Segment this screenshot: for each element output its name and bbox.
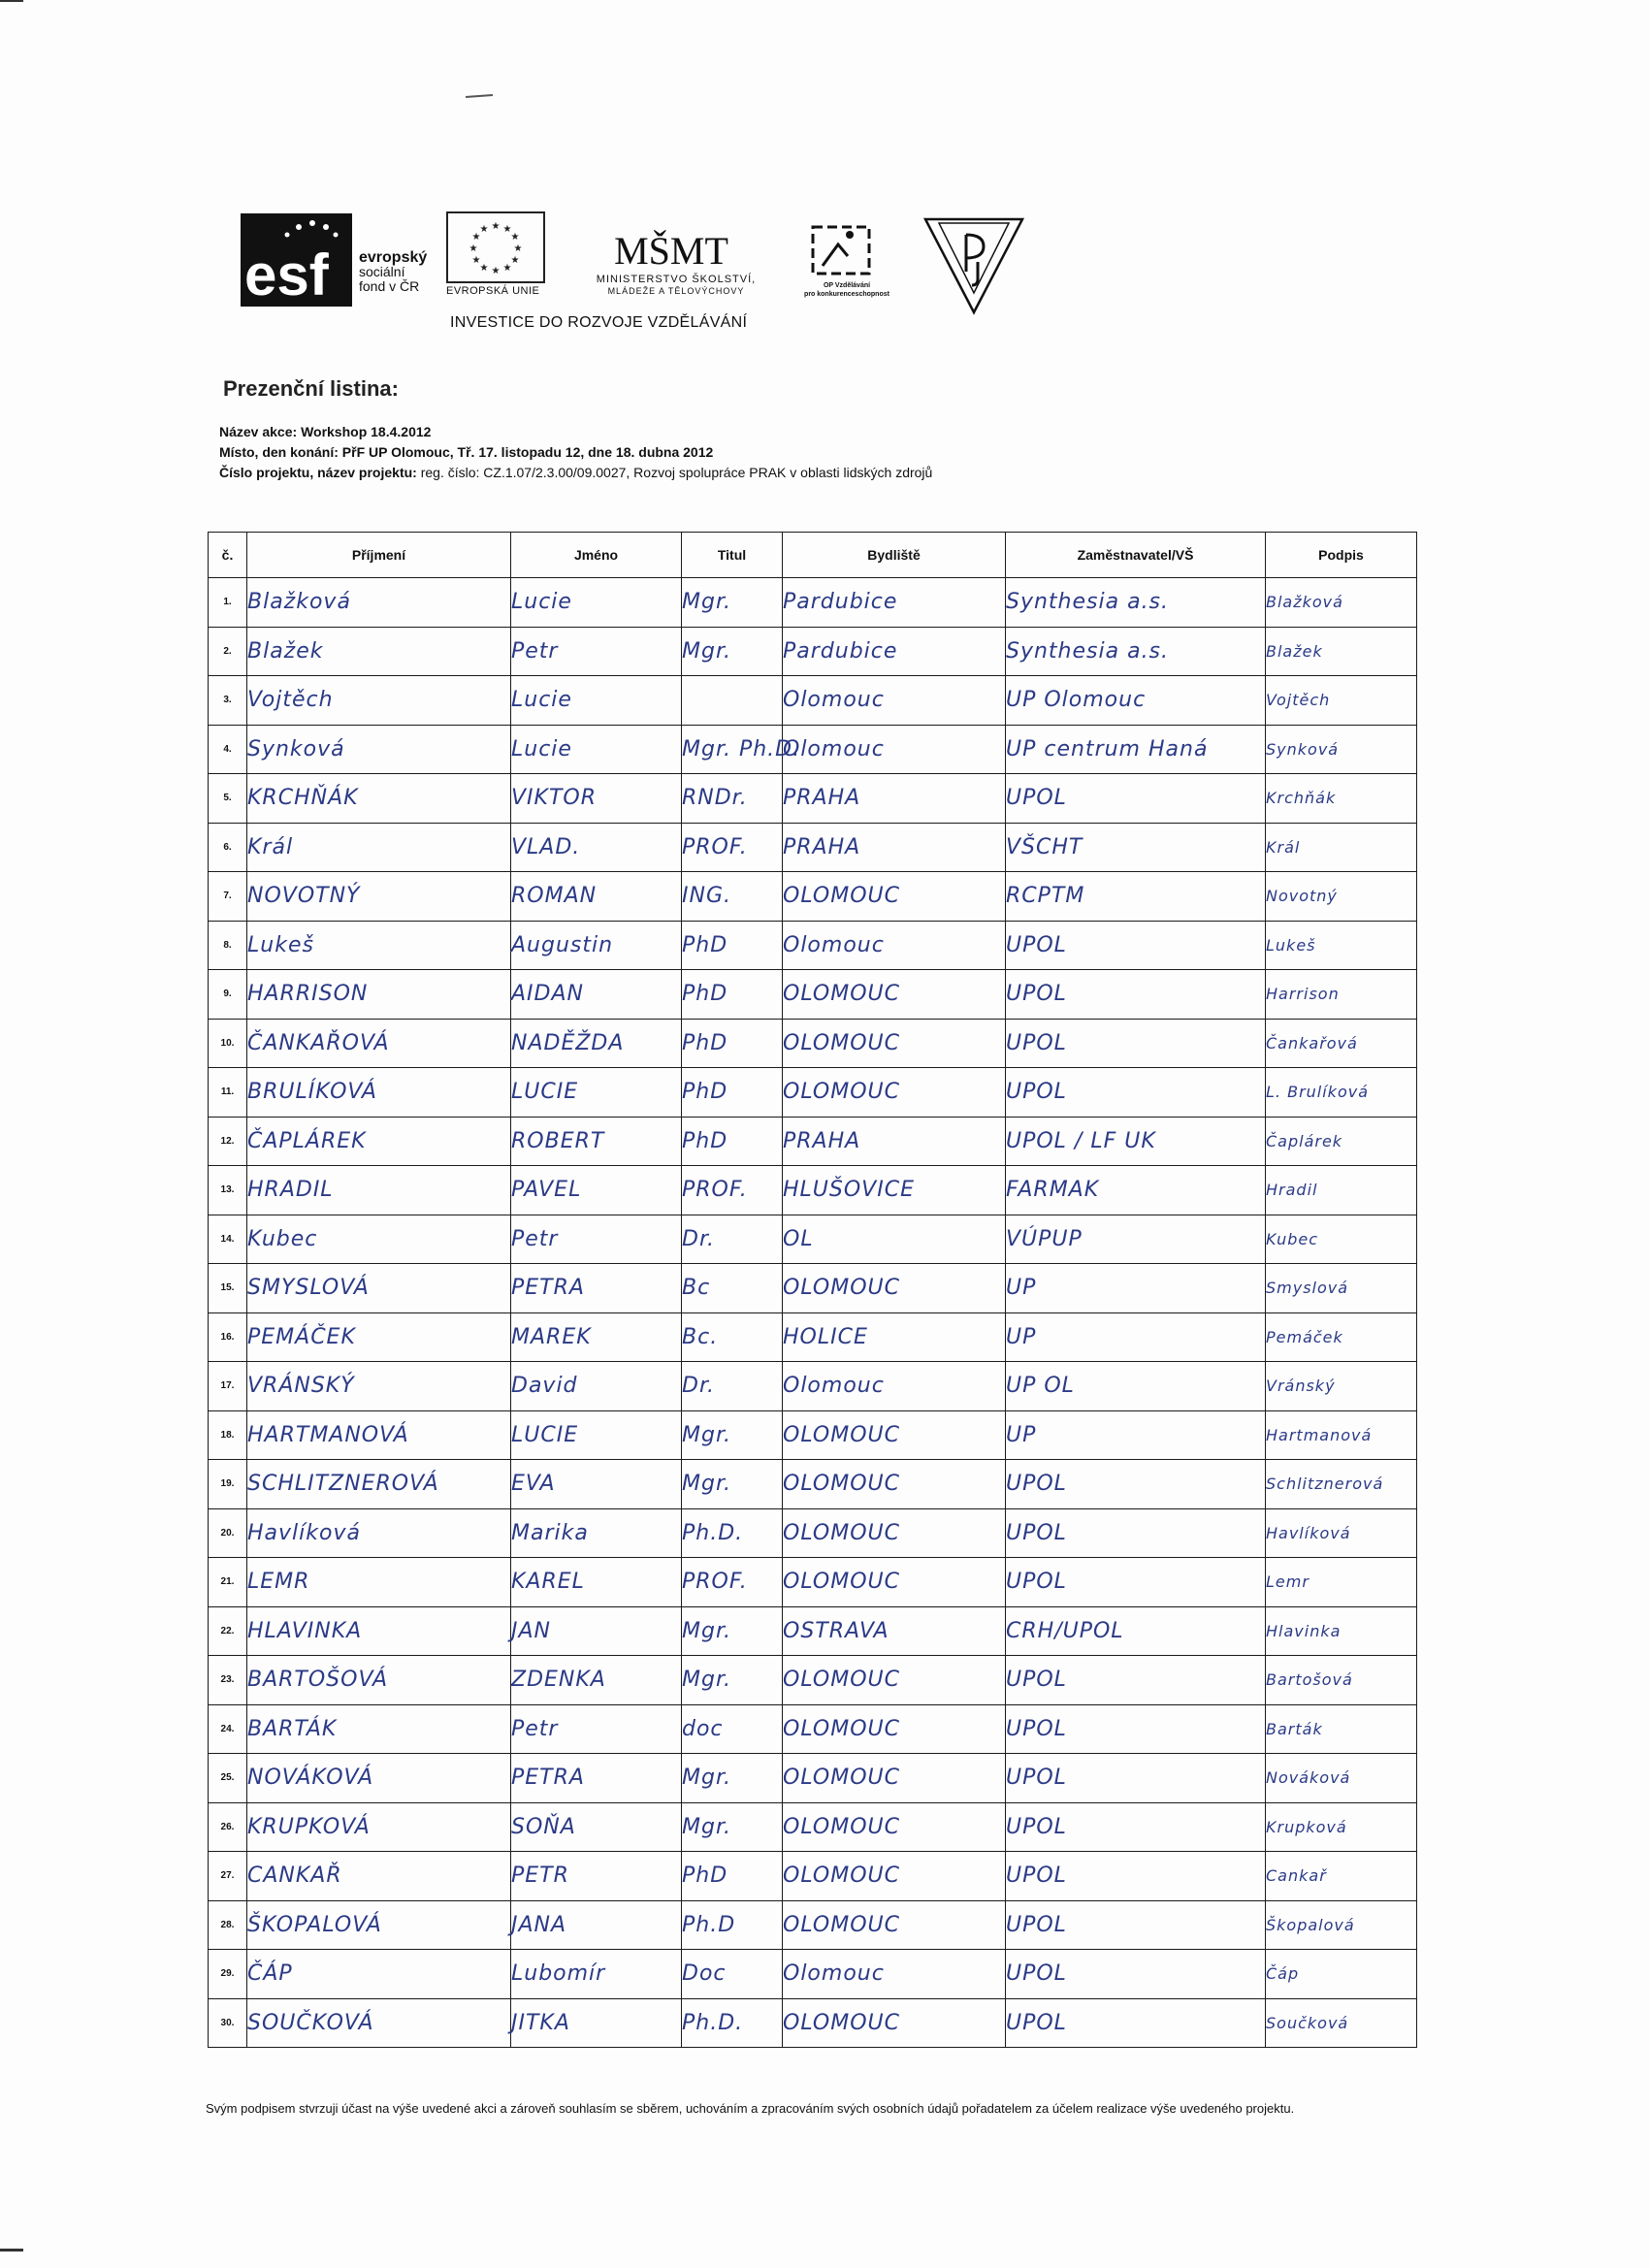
svg-text:★: ★ — [513, 243, 523, 254]
cell-zamestnavatel: UPOL — [1006, 921, 1266, 970]
event-name-value: Workshop 18.4.2012 — [301, 424, 432, 439]
cell-num: 2. — [209, 627, 247, 676]
header-titul: Titul — [682, 533, 783, 578]
cell-zamestnavatel: RCPTM — [1006, 872, 1266, 922]
cell-prijmeni: Lukeš — [247, 921, 511, 970]
cell-zamestnavatel: UPOL — [1006, 1558, 1266, 1607]
event-place-line — [219, 444, 713, 460]
cell-titul: Doc — [682, 1950, 783, 1999]
cell-zamestnavatel: UPOL — [1006, 1852, 1266, 1901]
table-row — [209, 1900, 1417, 1950]
cell-titul: PROF. — [682, 823, 783, 872]
table-row — [209, 1508, 1417, 1558]
cell-prijmeni: Vojtěch — [247, 676, 511, 726]
table-row — [209, 676, 1417, 726]
table-row — [209, 823, 1417, 872]
cell-zamestnavatel: VÚPUP — [1006, 1215, 1266, 1264]
cell-prijmeni: SCHLITZNEROVÁ — [247, 1460, 511, 1509]
cell-titul: PhD — [682, 921, 783, 970]
table-row — [209, 1264, 1417, 1313]
header-bydliste: Bydliště — [783, 533, 1006, 578]
cell-zamestnavatel: UPOL — [1006, 774, 1266, 824]
cell-podpis: Hlavinka — [1266, 1606, 1417, 1656]
table-row — [209, 970, 1417, 1020]
cell-num: 25. — [209, 1754, 247, 1803]
cell-titul: PhD — [682, 1852, 783, 1901]
project-line — [219, 465, 932, 480]
cell-num: 5. — [209, 774, 247, 824]
cell-bydliste: PRAHA — [783, 774, 1006, 824]
cell-jmeno: LUCIE — [511, 1068, 682, 1118]
svg-text:★: ★ — [479, 224, 489, 235]
cell-podpis: Harrison — [1266, 970, 1417, 1020]
table-row — [209, 1019, 1417, 1068]
table-row — [209, 1410, 1417, 1460]
cell-titul: PhD — [682, 1068, 783, 1118]
cell-jmeno: KAREL — [511, 1558, 682, 1607]
cell-num: 17. — [209, 1362, 247, 1411]
cell-podpis: Vránský — [1266, 1362, 1417, 1411]
table-row — [209, 1656, 1417, 1705]
cell-podpis: Novotný — [1266, 872, 1417, 922]
cell-bydliste: Olomouc — [783, 1950, 1006, 1999]
esf-line1: evropský — [359, 249, 428, 266]
cell-bydliste: OLOMOUC — [783, 1068, 1006, 1118]
table-row — [209, 1950, 1417, 1999]
msmt-caption — [574, 274, 778, 297]
cell-bydliste: Pardubice — [783, 627, 1006, 676]
svg-text:★: ★ — [510, 232, 520, 243]
table-row — [209, 872, 1417, 922]
msmt-line2: MLÁDEŽE A TĚLOVÝCHOVY — [607, 286, 745, 296]
cell-prijmeni: HARTMANOVÁ — [247, 1410, 511, 1460]
cell-num: 13. — [209, 1166, 247, 1215]
svg-text:★: ★ — [502, 224, 512, 235]
cell-zamestnavatel: UPOL — [1006, 1998, 1266, 2048]
cell-prijmeni: LEMR — [247, 1558, 511, 1607]
table-row — [209, 1215, 1417, 1264]
cell-zamestnavatel: FARMAK — [1006, 1166, 1266, 1215]
cell-titul: Mgr. — [682, 1754, 783, 1803]
cell-num: 1. — [209, 578, 247, 628]
cell-zamestnavatel: UP Olomouc — [1006, 676, 1266, 726]
table-row — [209, 1998, 1417, 2048]
cell-titul: Mgr. — [682, 1460, 783, 1509]
cell-bydliste: PRAHA — [783, 823, 1006, 872]
cell-zamestnavatel: UPOL — [1006, 970, 1266, 1020]
cell-jmeno: JAN — [511, 1606, 682, 1656]
cell-zamestnavatel: UPOL — [1006, 1802, 1266, 1852]
cell-jmeno: Petr — [511, 1704, 682, 1754]
cell-bydliste: OLOMOUC — [783, 1410, 1006, 1460]
cell-prijmeni: SOUČKOVÁ — [247, 1998, 511, 2048]
cell-podpis: Krchňák — [1266, 774, 1417, 824]
cell-titul: Mgr. — [682, 578, 783, 628]
cell-prijmeni: Král — [247, 823, 511, 872]
table-header-row — [209, 533, 1417, 578]
svg-text:★: ★ — [469, 243, 478, 254]
cell-bydliste: OLOMOUC — [783, 1998, 1006, 2048]
header-prijmeni: Příjmení — [247, 533, 511, 578]
cell-prijmeni: BRULÍKOVÁ — [247, 1068, 511, 1118]
cell-zamestnavatel: UPOL / LF UK — [1006, 1117, 1266, 1166]
table-body — [209, 578, 1417, 2048]
cell-num: 21. — [209, 1558, 247, 1607]
cell-bydliste: OLOMOUC — [783, 1460, 1006, 1509]
cell-jmeno: Petr — [511, 627, 682, 676]
cell-podpis: Smyslová — [1266, 1264, 1417, 1313]
cell-jmeno: David — [511, 1362, 682, 1411]
cell-num: 3. — [209, 676, 247, 726]
cell-jmeno: VLAD. — [511, 823, 682, 872]
event-place-value: PřF UP Olomouc, Tř. 17. listopadu 12, dne 18. dubna 2012 — [341, 444, 714, 460]
cell-bydliste: Olomouc — [783, 1362, 1006, 1411]
cell-num: 8. — [209, 921, 247, 970]
svg-text:★: ★ — [471, 255, 481, 266]
cell-prijmeni: ČÁP — [247, 1950, 511, 1999]
msmt-logo-text: MŠMT — [614, 229, 728, 273]
cell-titul: ING. — [682, 872, 783, 922]
table-row — [209, 1460, 1417, 1509]
table-row — [209, 1312, 1417, 1362]
header-jmeno: Jméno — [511, 533, 682, 578]
cell-titul: doc — [682, 1704, 783, 1754]
cell-num: 22. — [209, 1606, 247, 1656]
cell-prijmeni: KRCHŇÁK — [247, 774, 511, 824]
scan-edge-mark-bottom — [0, 2249, 23, 2252]
cell-prijmeni: Synková — [247, 725, 511, 774]
cell-podpis: Krupková — [1266, 1802, 1417, 1852]
cell-jmeno: JITKA — [511, 1998, 682, 2048]
cell-jmeno: JANA — [511, 1900, 682, 1950]
cell-titul: RNDr. — [682, 774, 783, 824]
table-row — [209, 627, 1417, 676]
cell-jmeno: SOŇA — [511, 1802, 682, 1852]
cell-zamestnavatel: UPOL — [1006, 1754, 1266, 1803]
eu-flag-logo — [446, 211, 545, 283]
table-row — [209, 578, 1417, 628]
cell-zamestnavatel: UP — [1006, 1264, 1266, 1313]
header-podpis: Podpis — [1266, 533, 1417, 578]
cell-jmeno: Lubomír — [511, 1950, 682, 1999]
cell-bydliste: HOLICE — [783, 1312, 1006, 1362]
cell-bydliste: OLOMOUC — [783, 1019, 1006, 1068]
cell-prijmeni: BARTÁK — [247, 1704, 511, 1754]
cell-titul: Ph.D — [682, 1900, 783, 1950]
cell-jmeno: PETR — [511, 1852, 682, 1901]
cell-zamestnavatel: UPOL — [1006, 1704, 1266, 1754]
cell-bydliste: HLUŠOVICE — [783, 1166, 1006, 1215]
cell-zamestnavatel: UPOL — [1006, 1900, 1266, 1950]
cell-prijmeni: ČAPLÁREK — [247, 1117, 511, 1166]
cell-podpis: Vojtěch — [1266, 676, 1417, 726]
cell-jmeno: PETRA — [511, 1264, 682, 1313]
cell-bydliste: OLOMOUC — [783, 970, 1006, 1020]
cell-titul: Mgr. — [682, 1802, 783, 1852]
cell-zamestnavatel: UPOL — [1006, 1508, 1266, 1558]
cell-titul: Mgr. — [682, 1410, 783, 1460]
event-name-line — [219, 424, 431, 439]
table-row — [209, 1754, 1417, 1803]
cell-podpis: Havlíková — [1266, 1508, 1417, 1558]
cell-prijmeni: CANKAŘ — [247, 1852, 511, 1901]
table-row — [209, 1166, 1417, 1215]
cell-prijmeni: HRADIL — [247, 1166, 511, 1215]
esf-caption — [359, 250, 427, 294]
eu-caption: EVROPSKÁ UNIE — [446, 285, 540, 297]
page-title: Prezenční listina: — [223, 376, 399, 401]
cell-num: 26. — [209, 1802, 247, 1852]
logo-banner — [241, 206, 1036, 341]
cell-zamestnavatel: UPOL — [1006, 1656, 1266, 1705]
op-line1: OP Vzdělávání — [823, 282, 871, 289]
cell-bydliste: Olomouc — [783, 725, 1006, 774]
cell-jmeno: Augustin — [511, 921, 682, 970]
cell-zamestnavatel: UP centrum Haná — [1006, 725, 1266, 774]
cell-podpis: Hradil — [1266, 1166, 1417, 1215]
cell-jmeno: Marika — [511, 1508, 682, 1558]
cell-jmeno: PETRA — [511, 1754, 682, 1803]
cell-jmeno: ROMAN — [511, 872, 682, 922]
project-value: reg. číslo: CZ.1.07/2.3.00/09.0027, Rozvoj spolupráce PRAK v oblasti lidských zdrojů — [420, 465, 933, 480]
cell-jmeno: NADĚŽDA — [511, 1019, 682, 1068]
investice-slogan: INVESTICE DO ROZVOJE VZDĚLÁVÁNÍ — [450, 314, 748, 331]
cell-prijmeni: HARRISON — [247, 970, 511, 1020]
cell-prijmeni: ŠKOPALOVÁ — [247, 1900, 511, 1950]
cell-jmeno: MAREK — [511, 1312, 682, 1362]
cell-bydliste: Olomouc — [783, 921, 1006, 970]
cell-podpis: Blažek — [1266, 627, 1417, 676]
op-vzdelavani-logo — [809, 223, 875, 279]
cell-zamestnavatel: UP — [1006, 1312, 1266, 1362]
cell-num: 19. — [209, 1460, 247, 1509]
cell-prijmeni: KRUPKOVÁ — [247, 1802, 511, 1852]
cell-podpis: Bartošová — [1266, 1656, 1417, 1705]
cell-jmeno: ROBERT — [511, 1117, 682, 1166]
cell-podpis: Barták — [1266, 1704, 1417, 1754]
esf-line2: sociální — [359, 264, 405, 279]
cell-titul: Dr. — [682, 1362, 783, 1411]
cell-podpis: Kubec — [1266, 1215, 1417, 1264]
event-name-label: Název akce: — [219, 424, 298, 439]
cell-jmeno: LUCIE — [511, 1410, 682, 1460]
cell-jmeno: Lucie — [511, 578, 682, 628]
cell-bydliste: OLOMOUC — [783, 1704, 1006, 1754]
cell-bydliste: OLOMOUC — [783, 1852, 1006, 1901]
cell-prijmeni: VRÁNSKÝ — [247, 1362, 511, 1411]
cell-num: 16. — [209, 1312, 247, 1362]
svg-text:★: ★ — [491, 266, 501, 276]
cell-prijmeni: NOVOTNÝ — [247, 872, 511, 922]
table-row — [209, 921, 1417, 970]
cell-titul: Bc — [682, 1264, 783, 1313]
cell-titul: Dr. — [682, 1215, 783, 1264]
op-line2: pro konkurenceschopnost — [804, 291, 889, 298]
cell-jmeno: PAVEL — [511, 1166, 682, 1215]
cell-podpis: Cankař — [1266, 1852, 1417, 1901]
cell-prijmeni: ČANKAŘOVÁ — [247, 1019, 511, 1068]
cell-titul: Bc. — [682, 1312, 783, 1362]
cell-podpis: Schlitznerová — [1266, 1460, 1417, 1509]
header-zamestnavatel: Zaměstnavatel/VŠ — [1006, 533, 1266, 578]
header-num: č. — [209, 533, 247, 578]
cell-bydliste: OLOMOUC — [783, 1900, 1006, 1950]
cell-titul: Mgr. Ph.D. — [682, 725, 783, 774]
cell-bydliste: Olomouc — [783, 676, 1006, 726]
cell-prijmeni: Blažková — [247, 578, 511, 628]
cell-jmeno: EVA — [511, 1460, 682, 1509]
cell-titul: PhD — [682, 1019, 783, 1068]
cell-titul: Mgr. — [682, 1656, 783, 1705]
cell-bydliste: OSTRAVA — [783, 1606, 1006, 1656]
svg-text:★: ★ — [491, 221, 501, 232]
table-row — [209, 1068, 1417, 1118]
cell-num: 14. — [209, 1215, 247, 1264]
cell-podpis: Pemáček — [1266, 1312, 1417, 1362]
esf-logo — [241, 213, 352, 307]
cell-bydliste: OLOMOUC — [783, 1508, 1006, 1558]
cell-jmeno: Lucie — [511, 725, 682, 774]
cell-prijmeni: SMYSLOVÁ — [247, 1264, 511, 1313]
event-place-label: Místo, den konání: — [219, 444, 339, 460]
cell-podpis: Čáp — [1266, 1950, 1417, 1999]
cell-zamestnavatel: UPOL — [1006, 1019, 1266, 1068]
cell-bydliste: OLOMOUC — [783, 872, 1006, 922]
cell-titul: Ph.D. — [682, 1998, 783, 2048]
op-caption — [784, 281, 910, 299]
svg-text:★: ★ — [502, 263, 512, 274]
cell-zamestnavatel: UP OL — [1006, 1362, 1266, 1411]
cell-podpis: Král — [1266, 823, 1417, 872]
cell-num: 18. — [209, 1410, 247, 1460]
table-row — [209, 1606, 1417, 1656]
cell-titul: PROF. — [682, 1558, 783, 1607]
cell-titul: PhD — [682, 970, 783, 1020]
cell-titul: Ph.D. — [682, 1508, 783, 1558]
cell-prijmeni: PEMÁČEK — [247, 1312, 511, 1362]
cell-num: 30. — [209, 1998, 247, 2048]
cell-num: 10. — [209, 1019, 247, 1068]
cell-titul: Mgr. — [682, 627, 783, 676]
cell-bydliste: OLOMOUC — [783, 1264, 1006, 1313]
esf-logo-text: esf — [244, 243, 329, 308]
cell-zamestnavatel: Synthesia a.s. — [1006, 627, 1266, 676]
table-row — [209, 1852, 1417, 1901]
cell-podpis: Hartmanová — [1266, 1410, 1417, 1460]
cell-jmeno: ZDENKA — [511, 1656, 682, 1705]
cell-jmeno: Petr — [511, 1215, 682, 1264]
msmt-logo — [614, 206, 728, 281]
cell-podpis: Součková — [1266, 1998, 1417, 2048]
cell-podpis: Blažková — [1266, 578, 1417, 628]
cell-prijmeni: NOVÁKOVÁ — [247, 1754, 511, 1803]
project-label: Číslo projektu, název projektu: — [219, 465, 417, 480]
table-row — [209, 1704, 1417, 1754]
cell-zamestnavatel: Synthesia a.s. — [1006, 578, 1266, 628]
cell-zamestnavatel: CRH/UPOL — [1006, 1606, 1266, 1656]
upol-crest-logo — [920, 213, 1028, 316]
cell-num: 12. — [209, 1117, 247, 1166]
cell-prijmeni: BARTOŠOVÁ — [247, 1656, 511, 1705]
cell-bydliste: OLOMOUC — [783, 1656, 1006, 1705]
attendance-table — [208, 532, 1417, 2048]
cell-num: 27. — [209, 1852, 247, 1901]
cell-podpis: L. Brulíková — [1266, 1068, 1417, 1118]
cell-bydliste: OLOMOUC — [783, 1558, 1006, 1607]
cell-zamestnavatel: UPOL — [1006, 1950, 1266, 1999]
cell-prijmeni: Blažek — [247, 627, 511, 676]
cell-bydliste: OLOMOUC — [783, 1802, 1006, 1852]
cell-num: 9. — [209, 970, 247, 1020]
cell-num: 28. — [209, 1900, 247, 1950]
cell-titul: PROF. — [682, 1166, 783, 1215]
scan-edge-mark-top — [0, 0, 23, 2]
cell-prijmeni: Kubec — [247, 1215, 511, 1264]
cell-bydliste: PRAHA — [783, 1117, 1006, 1166]
cell-bydliste: OLOMOUC — [783, 1754, 1006, 1803]
stray-pen-mark — [466, 94, 493, 98]
cell-podpis: Lemr — [1266, 1558, 1417, 1607]
cell-jmeno: AIDAN — [511, 970, 682, 1020]
cell-podpis: Škopalová — [1266, 1900, 1417, 1950]
msmt-line1: MINISTERSTVO ŠKOLSTVÍ, — [596, 274, 757, 285]
cell-num: 15. — [209, 1264, 247, 1313]
esf-line3: fond v ČR — [359, 278, 420, 294]
consent-note: Svým podpisem stvrzuji účast na výše uvedené akci a zároveň souhlasím se sběrem, uchováním a zpracováním svých osobních údajů pořadatelem za účelem realizace výše uvedeného projektu. — [206, 2101, 1295, 2116]
svg-text:★: ★ — [510, 255, 520, 266]
cell-podpis: Synková — [1266, 725, 1417, 774]
cell-podpis: Lukeš — [1266, 921, 1417, 970]
cell-zamestnavatel: UPOL — [1006, 1068, 1266, 1118]
cell-num: 24. — [209, 1704, 247, 1754]
cell-zamestnavatel: UPOL — [1006, 1460, 1266, 1509]
table-row — [209, 774, 1417, 824]
table-row — [209, 1802, 1417, 1852]
svg-text:★: ★ — [471, 232, 481, 243]
cell-jmeno: VIKTOR — [511, 774, 682, 824]
cell-podpis: Čaplárek — [1266, 1117, 1417, 1166]
cell-num: 11. — [209, 1068, 247, 1118]
cell-num: 6. — [209, 823, 247, 872]
cell-bydliste: Pardubice — [783, 578, 1006, 628]
cell-titul: Mgr. — [682, 1606, 783, 1656]
table-row — [209, 1558, 1417, 1607]
cell-prijmeni: Havlíková — [247, 1508, 511, 1558]
cell-podpis: Čankařová — [1266, 1019, 1417, 1068]
cell-num: 23. — [209, 1656, 247, 1705]
cell-num: 7. — [209, 872, 247, 922]
cell-num: 29. — [209, 1950, 247, 1999]
cell-jmeno: Lucie — [511, 676, 682, 726]
cell-podpis: Nováková — [1266, 1754, 1417, 1803]
cell-bydliste: OL — [783, 1215, 1006, 1264]
cell-titul — [682, 676, 783, 726]
table-row — [209, 725, 1417, 774]
cell-titul: PhD — [682, 1117, 783, 1166]
table-row — [209, 1117, 1417, 1166]
cell-num: 4. — [209, 725, 247, 774]
cell-prijmeni: HLAVINKA — [247, 1606, 511, 1656]
cell-num: 20. — [209, 1508, 247, 1558]
cell-zamestnavatel: VŠCHT — [1006, 823, 1266, 872]
cell-zamestnavatel: UP — [1006, 1410, 1266, 1460]
svg-text:★: ★ — [479, 263, 489, 274]
table-row — [209, 1362, 1417, 1411]
